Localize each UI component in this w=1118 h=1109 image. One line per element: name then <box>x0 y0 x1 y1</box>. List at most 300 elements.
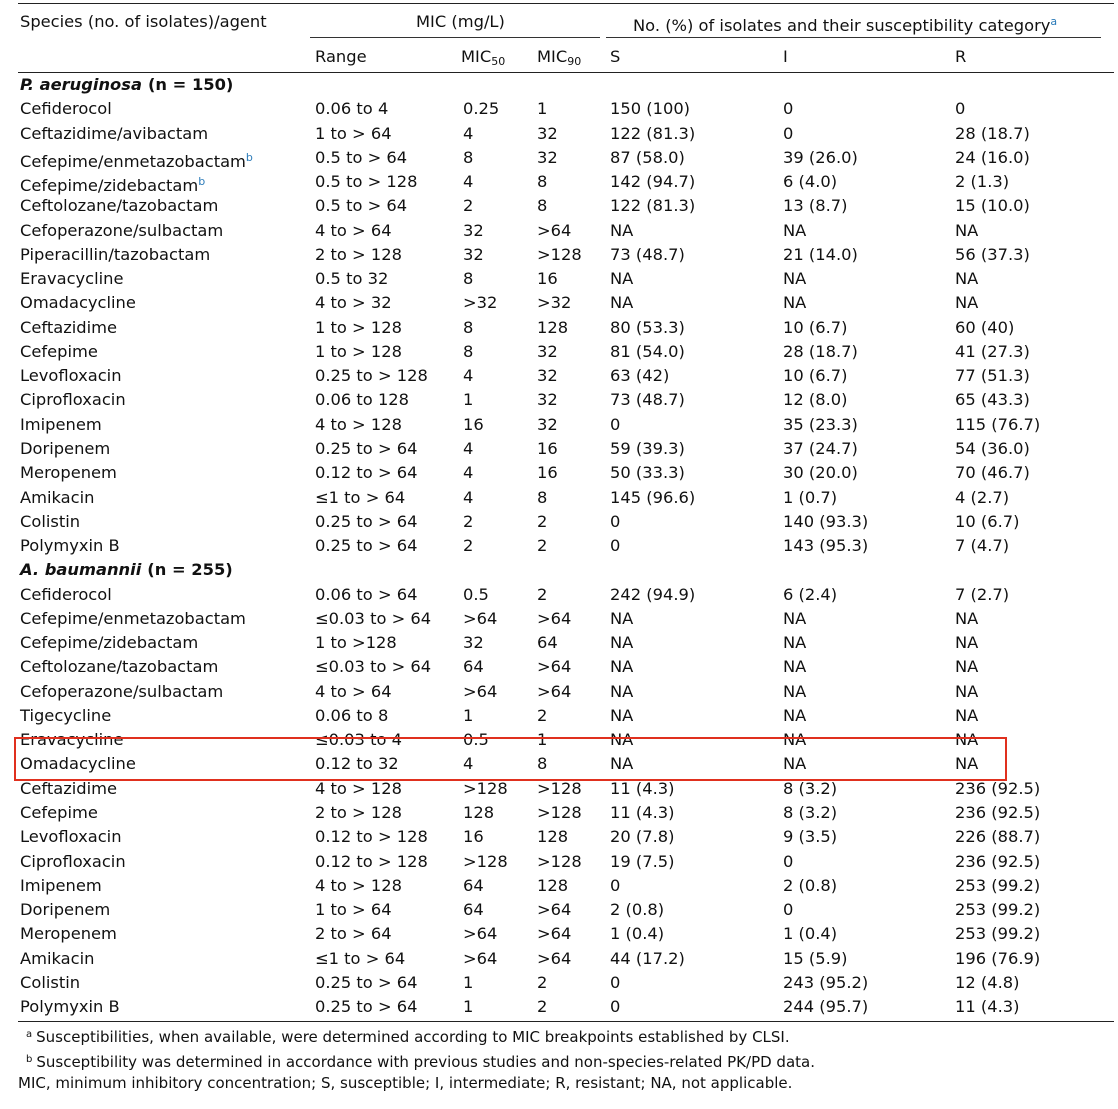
range-cell-text: 4 to > 128 <box>315 778 402 798</box>
range-cell <box>315 122 392 146</box>
mic90-cell <box>537 922 571 946</box>
agent-cell-text: Cefiderocol <box>20 584 112 604</box>
r-cell-text: 41 (27.3) <box>955 341 1030 361</box>
agent-cell <box>20 316 117 340</box>
agent-cell <box>20 995 120 1019</box>
s-cell-text: 145 (96.6) <box>610 487 696 507</box>
mic90-cell <box>537 413 558 437</box>
i-cell-text: 10 (6.7) <box>783 317 848 337</box>
agent-cell-text: Tigecycline <box>20 705 112 725</box>
table-footnotes <box>18 1024 1114 1095</box>
range-cell-text: 0.5 to > 128 <box>315 172 418 192</box>
range-cell-text: 0.12 to > 128 <box>315 827 428 847</box>
mic90-cell-text: 1 <box>537 730 548 750</box>
mic50-cell-text: 128 <box>463 802 495 822</box>
s-cell-text: 44 (17.2) <box>610 948 685 968</box>
table-row <box>18 850 1114 874</box>
mic50-cell <box>463 413 484 437</box>
mic50-cell <box>463 97 499 121</box>
agent-cell <box>20 413 102 437</box>
agent-cell <box>20 898 110 922</box>
table-row <box>18 388 1114 412</box>
range-cell-text: 4 to > 64 <box>315 220 392 240</box>
i-cell <box>783 874 837 898</box>
mic50-cell <box>463 898 484 922</box>
mic90-cell-text: >128 <box>537 851 582 871</box>
r-cell <box>955 728 978 752</box>
agent-cell-text: Imipenem <box>20 414 102 434</box>
i-cell-text: 35 (23.3) <box>783 414 858 434</box>
i-cell <box>783 534 868 558</box>
s-cell-text: 11 (4.3) <box>610 778 675 798</box>
mic90-cell-text: 8 <box>537 487 548 507</box>
footnote <box>18 1049 1114 1074</box>
range-cell-text: 2 to > 128 <box>315 802 402 822</box>
table-row <box>18 291 1114 315</box>
table-row <box>18 364 1114 388</box>
col-r-header: R <box>955 47 967 66</box>
agent-cell <box>20 219 223 243</box>
i-cell <box>783 825 837 849</box>
mic90-cell <box>537 170 547 194</box>
range-cell <box>315 947 405 971</box>
i-cell-text: NA <box>783 608 807 628</box>
i-cell-text: NA <box>783 657 807 677</box>
i-cell-text: 2 (0.8) <box>783 875 838 895</box>
agent-cell <box>20 801 98 825</box>
agent-cell <box>20 971 80 995</box>
s-cell-text: 80 (53.3) <box>610 317 685 337</box>
i-cell <box>783 898 793 922</box>
table-body <box>18 73 1114 1019</box>
mic90-cell-text: >64 <box>537 220 572 240</box>
range-cell-text: 2 to > 64 <box>315 924 392 944</box>
mic90-cell <box>537 583 547 607</box>
agent-cell <box>20 486 94 510</box>
i-cell <box>783 850 793 874</box>
mic50-cell-text: 4 <box>463 366 474 386</box>
agent-cell-text: Colistin <box>20 511 81 531</box>
mic90-cell-text: 32 <box>537 341 558 361</box>
range-cell <box>315 316 402 340</box>
range-cell-text: 0.25 to > 64 <box>315 997 418 1017</box>
mic50-cell <box>463 825 484 849</box>
r-cell-text: 253 (99.2) <box>955 900 1041 920</box>
species-name: A. baumannii <box>20 560 142 580</box>
s-cell-text: 2 (0.8) <box>610 900 665 920</box>
mic50-cell-text: >128 <box>463 851 508 871</box>
mic90-cell <box>537 194 547 218</box>
i-cell <box>783 219 806 243</box>
mic90-cell <box>537 267 558 291</box>
agent-cell-text: Amikacin <box>20 948 95 968</box>
mic90-cell <box>537 995 547 1019</box>
mic90-cell <box>537 388 558 412</box>
r-cell-text: 0 <box>955 99 966 119</box>
mic50-cell <box>463 752 473 776</box>
i-cell <box>783 170 837 194</box>
range-cell <box>315 243 402 267</box>
i-cell-text: NA <box>783 269 807 289</box>
i-cell-text: 1 (0.4) <box>783 924 838 944</box>
mic90-cell <box>537 534 547 558</box>
mic90-cell <box>537 437 558 461</box>
mic50-cell-text: 0.5 <box>463 584 489 604</box>
i-cell <box>783 316 848 340</box>
r-cell-text: NA <box>955 681 979 701</box>
mic50-cell-text: >64 <box>463 608 498 628</box>
range-cell-text: ≤0.03 to 4 <box>315 730 402 750</box>
mic90-cell <box>537 364 558 388</box>
table-row <box>18 97 1114 121</box>
s-cell-text: NA <box>610 705 634 725</box>
table-header-row-1 <box>18 3 1114 40</box>
i-cell <box>783 704 806 728</box>
i-cell <box>783 728 806 752</box>
range-cell-text: 1 to > 64 <box>315 123 392 143</box>
r-cell-text: NA <box>955 220 979 240</box>
s-cell-text: 87 (58.0) <box>610 147 685 167</box>
s-cell <box>610 510 620 534</box>
mic90-cell <box>537 340 558 364</box>
table-row <box>18 267 1114 291</box>
table-row <box>18 316 1114 340</box>
s-cell <box>610 170 695 194</box>
range-cell-text: 0.5 to 32 <box>315 269 389 289</box>
s-cell <box>610 413 620 437</box>
s-cell <box>610 728 633 752</box>
col-s-header: S <box>610 47 621 66</box>
mic50-cell <box>463 267 473 291</box>
mic90-cell <box>537 704 547 728</box>
range-cell <box>315 922 392 946</box>
s-cell-text: NA <box>610 633 634 653</box>
agent-cell-text: Ceftolozane/tazobactam <box>20 657 219 677</box>
range-cell-text: 4 to > 32 <box>315 293 392 313</box>
agent-cell-text: Doripenem <box>20 438 111 458</box>
range-cell-text: 0.06 to 128 <box>315 390 410 410</box>
r-cell <box>955 995 1020 1019</box>
mic90-cell-text: 2 <box>537 705 548 725</box>
mic90-cell <box>537 777 582 801</box>
i-cell <box>783 922 837 946</box>
range-cell <box>315 388 409 412</box>
i-cell-text: 10 (6.7) <box>783 366 848 386</box>
mic90-cell-text: 2 <box>537 511 548 531</box>
r-cell <box>955 461 1030 485</box>
mic90-cell <box>537 680 571 704</box>
mic90-cell-text: >64 <box>537 900 572 920</box>
mic50-cell <box>463 947 497 971</box>
agent-cell <box>20 752 136 776</box>
i-cell-text: 0 <box>783 99 794 119</box>
i-cell <box>783 486 837 510</box>
mic90-cell-text: >128 <box>537 802 582 822</box>
species-count: (n = 255) <box>147 560 233 580</box>
table-row <box>18 461 1114 485</box>
agent-cell <box>20 825 122 849</box>
mic50-cell-text: 64 <box>463 875 484 895</box>
table-row <box>18 510 1114 534</box>
mic90-cell <box>537 291 571 315</box>
i-cell-text: 6 (4.0) <box>783 172 838 192</box>
i-cell-text: 9 (3.5) <box>783 827 838 847</box>
agent-cell-text: Colistin <box>20 972 81 992</box>
s-cell-text: 122 (81.3) <box>610 196 696 216</box>
i-cell <box>783 146 858 170</box>
mic50-cell <box>463 510 473 534</box>
s-cell-text: 150 (100) <box>610 99 691 119</box>
mic50-cell <box>463 122 473 146</box>
s-cell <box>610 850 675 874</box>
i-cell <box>783 364 848 388</box>
i-cell-text: 244 (95.7) <box>783 997 869 1017</box>
mic90-cell <box>537 316 568 340</box>
r-cell <box>955 170 1009 194</box>
agent-cell <box>20 947 94 971</box>
footnote-text: MIC, minimum inhibitory concentration; S, susceptible; I, intermediate; R, resistant; NA, not applicable. <box>18 1074 793 1093</box>
table-row <box>18 437 1114 461</box>
mic90-cell <box>537 243 582 267</box>
i-cell <box>783 947 848 971</box>
footnote-mark: b <box>198 175 206 189</box>
species-heading <box>20 558 233 582</box>
mic50-cell <box>463 583 489 607</box>
range-cell <box>315 631 397 655</box>
mic90-cell-text: 8 <box>537 172 548 192</box>
agent-cell <box>20 583 112 607</box>
i-cell <box>783 243 858 267</box>
mic50-cell-text: >32 <box>463 293 498 313</box>
agent-cell-text: Ceftazidime <box>20 778 117 798</box>
mic50-cell-text: >64 <box>463 948 498 968</box>
table-header-row-2 <box>18 40 1114 73</box>
agent-cell-text: Eravacycline <box>20 730 124 750</box>
mic90-cell <box>537 874 568 898</box>
s-cell <box>610 801 675 825</box>
mic50-cell-text: 1 <box>463 997 474 1017</box>
susceptibility-group-header: No. (%) of isolates and their susceptibility category$^a$ <box>633 15 1058 35</box>
range-cell-text: ≤0.03 to > 64 <box>315 608 432 628</box>
r-cell <box>955 340 1030 364</box>
mic90-cell <box>537 947 571 971</box>
table-row <box>18 194 1114 218</box>
s-cell-text: 81 (54.0) <box>610 341 685 361</box>
range-cell <box>315 655 431 679</box>
agent-cell <box>20 777 117 801</box>
col-mic50-header: $MIC_{50}$ <box>461 47 506 68</box>
mic50-cell <box>463 971 473 995</box>
mic90-cell-text: 32 <box>537 366 558 386</box>
mic90-cell-text: 2 <box>537 584 548 604</box>
mic90-cell-text: >64 <box>537 948 572 968</box>
range-cell-text: 0.12 to > 128 <box>315 851 428 871</box>
r-cell-text: 236 (92.5) <box>955 802 1041 822</box>
s-cell-text: 242 (94.9) <box>610 584 696 604</box>
table-row <box>18 146 1114 170</box>
mic50-cell-text: >128 <box>463 778 508 798</box>
mic90-cell-text: 128 <box>537 317 569 337</box>
i-cell-text: 12 (8.0) <box>783 390 848 410</box>
range-cell <box>315 801 402 825</box>
r-cell <box>955 316 1014 340</box>
mic50-cell <box>463 777 508 801</box>
agent-cell-text: Polymyxin B <box>20 997 120 1017</box>
r-cell <box>955 534 1009 558</box>
mic90-cell-text: >128 <box>537 244 582 264</box>
mic50-cell <box>463 316 473 340</box>
agent-cell <box>20 850 126 874</box>
mic50-cell <box>463 728 489 752</box>
mic50-cell <box>463 655 484 679</box>
agent-cell-text: Cefepime <box>20 802 98 822</box>
i-cell <box>783 267 806 291</box>
susceptibility-table <box>18 3 1114 1095</box>
range-cell <box>315 995 417 1019</box>
i-cell <box>783 437 858 461</box>
i-cell-text: 39 (26.0) <box>783 147 858 167</box>
r-cell <box>955 655 978 679</box>
mic90-cell <box>537 486 547 510</box>
r-cell <box>955 898 1040 922</box>
r-cell-text: 56 (37.3) <box>955 244 1030 264</box>
agent-cell-text: Cefoperazone/sulbactam <box>20 681 224 701</box>
mic50-cell-text: 4 <box>463 487 474 507</box>
r-cell-text: 226 (88.7) <box>955 827 1041 847</box>
i-cell-text: NA <box>783 681 807 701</box>
r-cell-text: 15 (10.0) <box>955 196 1030 216</box>
table-row <box>18 631 1114 655</box>
s-cell <box>610 388 685 412</box>
r-cell-text: NA <box>955 293 979 313</box>
r-cell-text: 10 (6.7) <box>955 511 1020 531</box>
table-row <box>18 607 1114 631</box>
table-row <box>18 922 1114 946</box>
range-cell <box>315 752 399 776</box>
r-cell <box>955 364 1030 388</box>
mic50-cell-text: 2 <box>463 536 474 556</box>
agent-cell <box>20 340 98 364</box>
range-cell <box>315 364 428 388</box>
agent-cell <box>20 122 208 146</box>
range-cell-text: 0.5 to > 64 <box>315 147 408 167</box>
agent-cell-text: Meropenem <box>20 463 117 483</box>
col-i-header: I <box>783 47 788 66</box>
s-cell-text: 20 (7.8) <box>610 827 675 847</box>
mic50-cell-text: 4 <box>463 463 474 483</box>
footnote-mark: a <box>26 1029 33 1041</box>
mic50-cell <box>463 486 473 510</box>
i-cell-text: 13 (8.7) <box>783 196 848 216</box>
agent-cell-text: Ceftolozane/tazobactam <box>20 196 219 216</box>
footnote-mark: b <box>26 1053 33 1065</box>
agent-cell-text: Cefepime/zidebactam <box>20 176 199 196</box>
r-cell <box>955 146 1030 170</box>
i-cell <box>783 340 858 364</box>
s-cell <box>610 607 633 631</box>
range-cell <box>315 194 407 218</box>
i-cell-text: 140 (93.3) <box>783 511 869 531</box>
mic90-cell-text: 16 <box>537 438 558 458</box>
s-cell <box>610 680 633 704</box>
mic50-cell <box>463 995 473 1019</box>
r-cell <box>955 801 1040 825</box>
s-cell <box>610 655 633 679</box>
i-cell-text: 21 (14.0) <box>783 244 858 264</box>
r-cell <box>955 631 978 655</box>
footnote-text: Susceptibility was determined in accordance with previous studies and non-species-related PK/PD data. <box>36 1052 815 1071</box>
range-cell <box>315 97 388 121</box>
range-cell <box>315 607 431 631</box>
mic50-cell <box>463 437 473 461</box>
r-cell-text: 236 (92.5) <box>955 851 1041 871</box>
s-cell-text: NA <box>610 681 634 701</box>
mic90-cell-text: >64 <box>537 608 572 628</box>
range-cell <box>315 680 392 704</box>
mic50-cell <box>463 291 497 315</box>
mic50-cell <box>463 219 484 243</box>
mic90-cell <box>537 655 571 679</box>
r-cell <box>955 267 978 291</box>
agent-cell-text: Amikacin <box>20 487 95 507</box>
s-cell <box>610 898 664 922</box>
i-cell <box>783 801 837 825</box>
i-cell <box>783 413 858 437</box>
mic90-cell-text: 8 <box>537 196 548 216</box>
s-cell-text: NA <box>610 269 634 289</box>
s-cell <box>610 752 633 776</box>
mic50-cell <box>463 364 473 388</box>
mic90-cell <box>537 631 558 655</box>
range-cell <box>315 583 417 607</box>
s-cell-text: NA <box>610 293 634 313</box>
mic90-cell-text: 8 <box>537 754 548 774</box>
table-row <box>18 243 1114 267</box>
table-row <box>18 680 1114 704</box>
footnote-mark: b <box>245 150 253 164</box>
r-cell-text: 11 (4.3) <box>955 997 1020 1017</box>
i-cell-text: 15 (5.9) <box>783 948 848 968</box>
agent-cell <box>20 267 124 291</box>
r-cell <box>955 947 1040 971</box>
agent-cell-text: Meropenem <box>20 924 117 944</box>
s-cell-text: NA <box>610 730 634 750</box>
agent-cell-text: Ciprofloxacin <box>20 390 126 410</box>
range-cell <box>315 704 388 728</box>
mic50-cell <box>463 243 484 267</box>
s-cell-text: NA <box>610 657 634 677</box>
range-cell-text: 0.25 to > 64 <box>315 511 418 531</box>
r-cell-text: 24 (16.0) <box>955 147 1030 167</box>
r-cell <box>955 704 978 728</box>
r-cell-text: NA <box>955 608 979 628</box>
mic50-cell <box>463 874 484 898</box>
i-cell-text: NA <box>783 730 807 750</box>
mic50-cell-text: 8 <box>463 147 474 167</box>
mic90-cell <box>537 898 571 922</box>
s-cell <box>610 146 685 170</box>
mic50-cell <box>463 801 494 825</box>
mic50-cell-text: 4 <box>463 438 474 458</box>
agent-cell <box>20 534 120 558</box>
r-cell <box>955 777 1040 801</box>
agent-cell-text: Imipenem <box>20 875 102 895</box>
s-cell-text: NA <box>610 754 634 774</box>
i-cell-text: NA <box>783 293 807 313</box>
mic90-cell-text: 16 <box>537 269 558 289</box>
mic50-cell <box>463 194 473 218</box>
table-row <box>18 752 1114 776</box>
